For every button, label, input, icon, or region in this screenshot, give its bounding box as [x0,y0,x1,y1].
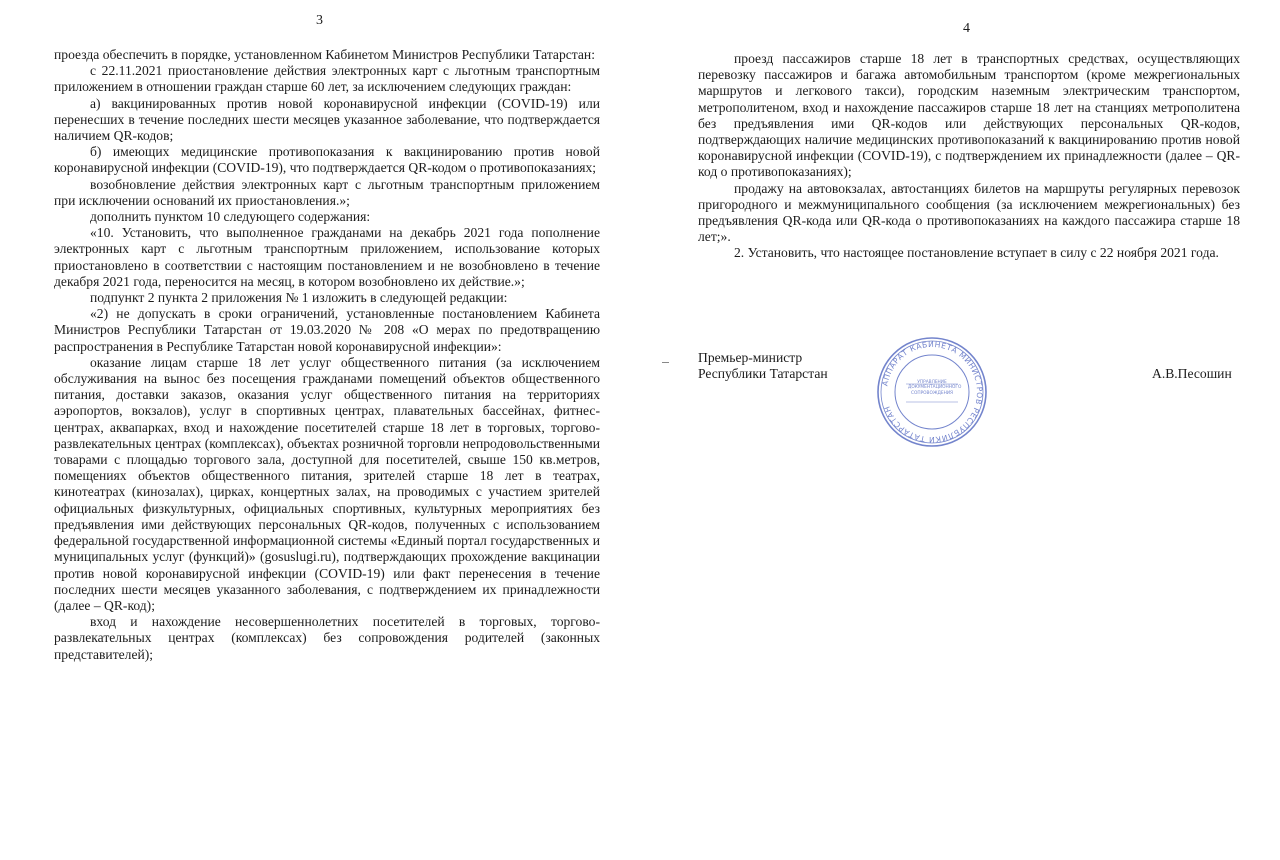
paragraph: проезда обеспечить в порядке, установленном Кабинетом Министров Республики Татарстан: [54,47,595,62]
paragraph: с 22.11.2021 приостановление действия электронных карт с льготным транспортным приложением в отношении граждан старше 60 лет, за исключением следующих граждан: [54,63,600,95]
paragraph: «2) не допускать в сроки ограничений, установленные постановлением Кабинета Министров Республики Татарстан от 19.03.2020 № 208 «О мерах по предотвращению распространения в Республике Татарстан новой коронавирусной инфекции»: [54,306,600,354]
signature-name: А.В.Песошин [1152,366,1232,381]
page-number-left: 3 [316,13,323,28]
signature-position-line: Премьер-министр [698,350,803,365]
signature-position [698,350,828,382]
page-number-right: 4 [963,21,970,36]
paragraph: возобновление действия электронных карт с льготным транспортным приложением при исключении оснований их приостановления.»; [54,176,600,208]
paragraph: а) вакцинированных против новой коронавирусной инфекции (COVID-19) или перенесших в течение последних шести месяцев указанное заболевание, что подтверждается наличием QR-кодов; [54,95,600,144]
paragraph: 2. Установить, что настоящее постановление вступает в силу с 22 ноября 2021 года. [734,245,1219,261]
paragraph: вход и нахождение несовершеннолетних посетителей в торговых, торгово-развлекательных центрах (комплексах) без сопровождения родителей (законных представителей); [54,614,600,662]
right-page-body [698,51,1240,262]
paragraph: б) имеющих медицинские противопоказания к вакцинированию против новой коронавирусной инфекции (COVID-19), что подтверждается QR-кодом о противопоказаниях; [54,144,600,176]
margin-mark [662,362,669,363]
stamp-outer-text: АППАРАТ КАБИНЕТА МИНИСТРОВ РЕСПУБЛИКИ ТАТАРСТАН [880,339,985,445]
stamp-inner-text: УПРАВЛЕНИЕ ДОКУМЕНТАЦИОННОГО СОПРОВОЖДЕНИЯ [908,380,962,396]
official-stamp [876,336,988,448]
paragraph: дополнить пунктом 10 следующего содержания: [90,209,371,225]
stamp-seal-icon [876,336,988,448]
paragraph: продажу на автовокзалах, автостанциях билетов на маршруты регулярных перевозок пригородного и межмуниципального сообщения (за исключением межрегиональных) без предъявления QR-кода или QR-кода о противопоказаниях на каждого пассажира старше 18 лет;». [698,180,1240,245]
paragraph: оказание лицам старше 18 лет услуг общественного питания (за исключением обслуживания на вынос без посещения гражданами помещений объектов общественного питания, доставки заказов, оказания услуг общественного питания на территориях аэропортов, вокзалов), услуг в спортивных центрах, плавательных бассейнах, фитнес-центрах, аквапарках, вход и нахождение посетителей старше 18 лет в торговых, торгово-развлекательных центрах (комплексах), объектах розничной торговли непродовольственными товарами с площадью торгового зала, доступной для посетителей, свыше 150 кв.метров, помещениях объектов общественного питания, зрителей старше 18 лет в театрах, кинотеатрах (кинозалах), цирках, концертных залах, на проводимых с участием зрителей официальных физкультурных, официальных спортивных, культурных мероприятиях без предъявления ими действующих персональных QR-кодов, полученных с использованием федеральной государственной информационной системы «Единый портал государственных и муниципальных услуг (функций)» (gosuslugi.ru), подтверждающих прохождение вакцинации против новой коронавирусной инфекции (COVID-19) или факт перенесения в течение последних шести месяцев указанного заболевания, с подтверждением их принадлежности (далее – QR-код); [54,354,600,613]
paragraph: проезд пассажиров старше 18 лет в транспортных средствах, осуществляющих перевозку пассажиров и багажа автомобильным транспортом (кроме межрегиональных маршрутов и легкового такси), городским наземным электрическим транспортом, метрополитеном, вход и нахождение пассажиров старше 18 лет на станциях метрополитена без предъявления ими QR-кодов или действующих персональных QR-кодов, подтверждающих наличие медицинских противопоказаний к вакцинированию против новой коронавирусной инфекции (COVID-19), с подтверждением их принадлежности (далее – QR-код о противопоказаниях); [698,51,1240,180]
signature-position-line: Республики Татарстан [698,366,828,382]
left-page-body [54,47,600,663]
paragraph: «10. Установить, что выполненное гражданами на декабрь 2021 года пополнение электронных карт с льготным транспортным приложением, использование которых приостановлено в соответствии с настоящим постановлением и не возобновлено в течение декабря 2021 года, переносится на месяц, в котором возобновлено их действие.»; [54,225,600,289]
paragraph: подпункт 2 пункта 2 приложения № 1 изложить в следующей редакции: [90,290,508,306]
